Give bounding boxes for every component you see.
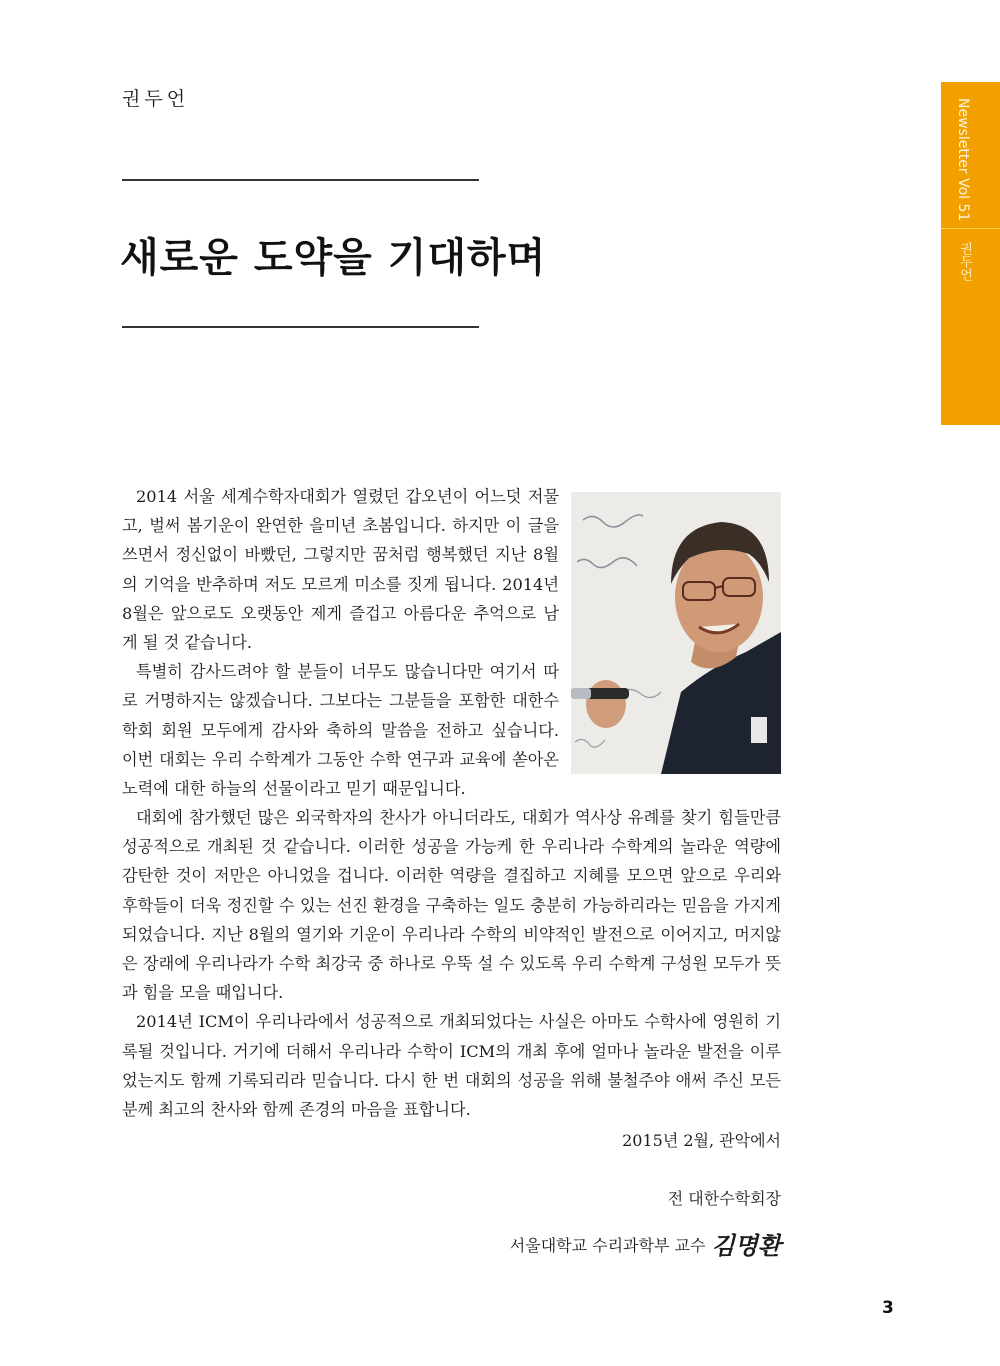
affiliation-text: 서울대학교 수리과학부 교수 xyxy=(509,1236,706,1255)
closing-date-place: 2015년 2월, 관악에서 xyxy=(622,1131,781,1150)
title-rule-bottom xyxy=(122,326,479,328)
article-column-full xyxy=(122,803,781,1124)
title-rule-top xyxy=(122,179,479,181)
side-tab-category: 권두언 xyxy=(957,242,972,281)
side-tab xyxy=(941,82,1000,425)
article-paragraph: 2014년 ICM이 우리나라에서 성공적으로 개최되었다는 사실은 아마도 수학사에 영원히 기록될 것입니다. 거기에 더해서 우리나라 수학이 ICM의 개최 후에 얼마나 놀라운 발전을 이루었는지도 함께 기록되리라 믿습니다. 다시 한 번 대회의 성공을 위해 불철주야 애써 주신 모든 분께 최고의 찬사와 함께 존경의 마음을 표합니다. xyxy=(122,1012,781,1120)
article-paragraph: 2014 서울 세계수학자대회가 열렸던 갑오년이 어느덧 저물고, 벌써 봄기운이 완연한 을미년 초봄입니다. 하지만 이 글을 쓰면서 정신없이 바빴던, 그렇지만 꿈처럼 행복했던 지난 8월의 기억을 반추하며 저도 모르게 미소를 짓게 됩니다. 2014년 8월은 앞으로도 오랫동안 제게 즐겁고 아름다운 추억으로 남게 될 것 같습니다. xyxy=(122,487,559,653)
article-column-left xyxy=(122,482,559,803)
closing-former-title: 전 대한수학회장 xyxy=(667,1189,781,1208)
article-paragraph: 대회에 참가했던 많은 외국학자의 찬사가 아니더라도, 대회가 역사상 유례를 찾기 힘들만큼 성공적으로 개최된 것 같습니다. 이러한 성공을 가능케 한 우리나라 수학계의 놀라운 역량에 감탄한 것이 저만은 아니었을 겁니다. 이러한 역량을 결집하고 지혜를 모으면 앞으로 우리와 후학들이 더욱 정진할 수 있는 선진 환경을 구축하는 일도 충분히 가능하리라는 믿음을 가지게 되었습니다. 지난 8월의 열기와 기운이 우리나라 수학의 비약적인 발전으로 이어지고, 머지않은 장래에 우리나라가 수학 최강국 중 하나로 우뚝 설 수 있도록 우리 수학계 구성원 모두가 뜻과 힘을 모을 때입니다. xyxy=(122,808,781,1003)
page-number: 3 xyxy=(882,1298,894,1318)
author-photo-illustration xyxy=(571,492,781,774)
newsletter-volume-label: Newsletter Vol 51 xyxy=(955,98,971,222)
page-title: 새로운 도약을 기대하며 xyxy=(120,235,547,281)
article-paragraph: 특별히 감사드려야 할 분들이 너무도 많습니다만 여기서 따로 거명하지는 않겠습니다. 그보다는 그분들을 포함한 대한수학회 회원 모두에게 감사와 축하의 말씀을 전하고 싶습니다. 이번 대회는 우리 수학계가 그동안 수학 연구과 교육에 쏟아온 노력에 대한 하늘의 선물이라고 믿기 때문입니다. xyxy=(122,662,559,799)
closing-affiliation xyxy=(510,1226,781,1261)
section-label: 권두언 xyxy=(122,88,190,110)
side-tab-divider xyxy=(941,228,1000,229)
author-photo xyxy=(571,492,781,774)
author-signature: 김명환 xyxy=(711,1231,781,1260)
